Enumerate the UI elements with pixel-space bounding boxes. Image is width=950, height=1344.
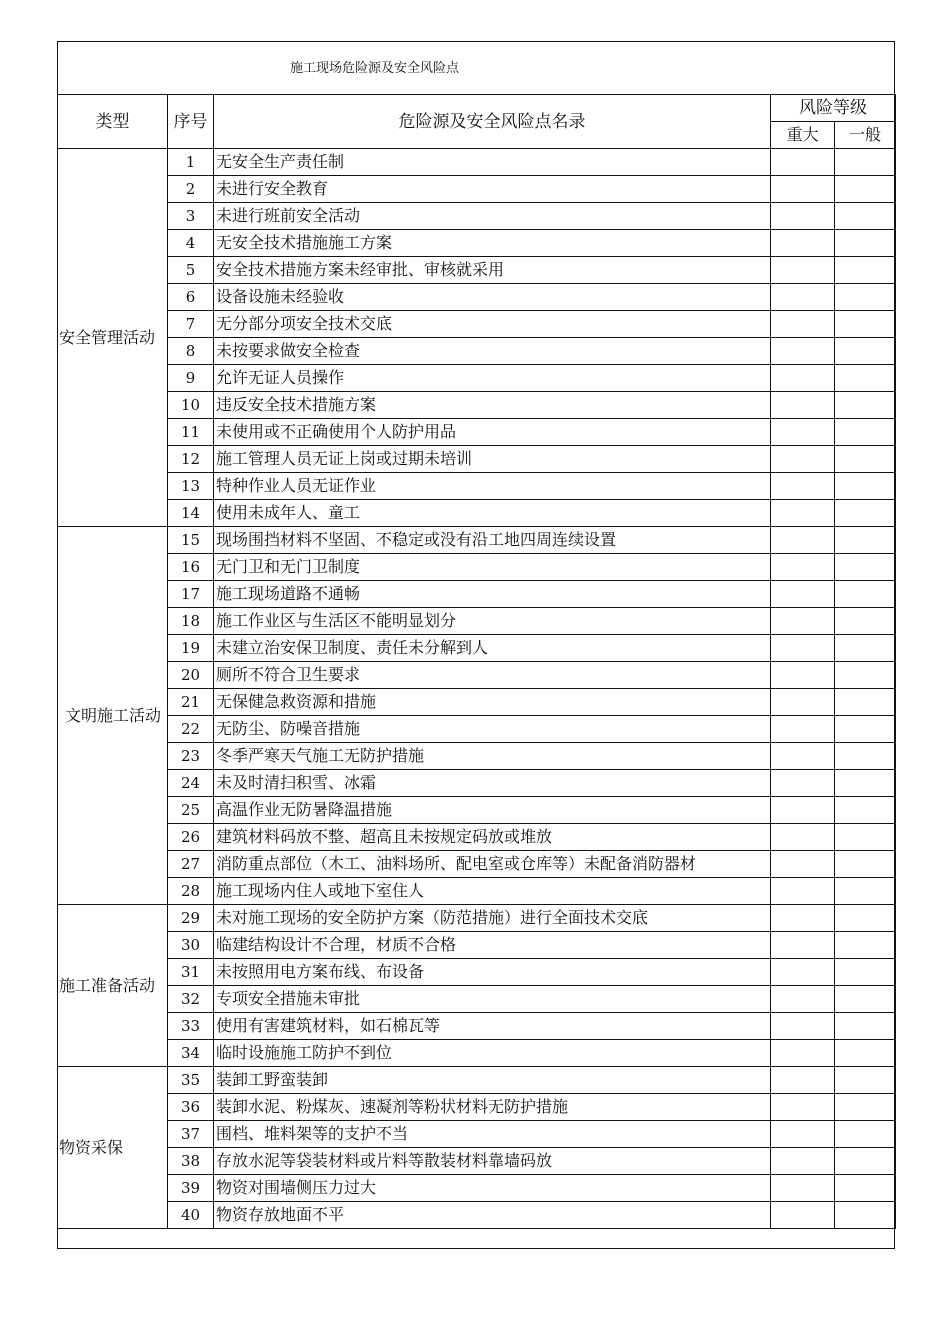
hazard-name-cell: 未建立治安保卫制度、责任未分解到人 xyxy=(214,635,771,662)
seq-cell: 3 xyxy=(168,203,214,230)
seq-cell: 37 xyxy=(168,1121,214,1148)
major-level-cell[interactable] xyxy=(771,770,835,797)
major-level-cell[interactable] xyxy=(771,662,835,689)
table-row xyxy=(58,554,896,581)
table-row xyxy=(58,203,896,230)
table-row xyxy=(58,419,896,446)
table-row xyxy=(58,716,896,743)
general-level-cell[interactable] xyxy=(835,770,896,797)
hazard-name-cell: 无保健急救资源和措施 xyxy=(214,689,771,716)
hazard-name-cell: 装卸水泥、粉煤灰、速凝剂等粉状材料无防护措施 xyxy=(214,1094,771,1121)
seq-cell: 38 xyxy=(168,1148,214,1175)
table-row xyxy=(58,1121,896,1148)
seq-cell: 7 xyxy=(168,311,214,338)
risk-sheet xyxy=(57,41,895,1249)
seq-cell: 6 xyxy=(168,284,214,311)
hazard-name-cell: 冬季严寒天气施工无防护措施 xyxy=(214,743,771,770)
major-level-cell[interactable] xyxy=(771,797,835,824)
table-row xyxy=(58,527,896,554)
general-level-cell[interactable] xyxy=(835,203,896,230)
header-seq: 序号 xyxy=(168,95,214,149)
general-level-cell[interactable] xyxy=(835,230,896,257)
hazard-name-cell: 施工作业区与生活区不能明显划分 xyxy=(214,608,771,635)
hazard-name-cell: 存放水泥等袋装材料或片料等散装材料靠墙码放 xyxy=(214,1148,771,1175)
seq-cell: 17 xyxy=(168,581,214,608)
hazard-name-cell: 未按照用电方案布线、布设备 xyxy=(214,959,771,986)
category-cell: 物资采保 xyxy=(58,1067,168,1229)
seq-cell: 33 xyxy=(168,1013,214,1040)
seq-cell: 30 xyxy=(168,932,214,959)
hazard-name-cell: 违反安全技术措施方案 xyxy=(214,392,771,419)
seq-cell: 11 xyxy=(168,419,214,446)
hazard-name-cell: 专项安全措施未审批 xyxy=(214,986,771,1013)
general-level-cell[interactable] xyxy=(835,878,896,905)
hazard-name-cell: 临时设施施工防护不到位 xyxy=(214,1040,771,1067)
general-level-cell[interactable] xyxy=(835,1094,896,1121)
general-level-cell[interactable] xyxy=(835,500,896,527)
header-major: 重大 xyxy=(771,122,835,149)
table-row xyxy=(58,176,896,203)
major-level-cell[interactable] xyxy=(771,959,835,986)
general-level-cell[interactable] xyxy=(835,176,896,203)
hazard-name-cell: 未对施工现场的安全防护方案（防范措施）进行全面技术交底 xyxy=(214,905,771,932)
hazard-name-cell: 未按要求做安全检查 xyxy=(214,338,771,365)
table-row xyxy=(58,959,896,986)
risk-table xyxy=(57,94,896,1229)
major-level-cell[interactable] xyxy=(771,824,835,851)
table-row xyxy=(58,932,896,959)
seq-cell: 25 xyxy=(168,797,214,824)
hazard-name-cell: 物资对围墙侧压力过大 xyxy=(214,1175,771,1202)
general-level-cell[interactable] xyxy=(835,797,896,824)
major-level-cell[interactable] xyxy=(771,527,835,554)
table-row xyxy=(58,1175,896,1202)
general-level-cell[interactable] xyxy=(835,149,896,176)
general-level-cell[interactable] xyxy=(835,1175,896,1202)
general-level-cell[interactable] xyxy=(835,851,896,878)
general-level-cell[interactable] xyxy=(835,446,896,473)
major-level-cell[interactable] xyxy=(771,608,835,635)
table-row xyxy=(58,797,896,824)
header-row-1 xyxy=(58,95,896,122)
table-row xyxy=(58,689,896,716)
hazard-name-cell: 施工现场内住人或地下室住人 xyxy=(214,878,771,905)
table-row xyxy=(58,1040,896,1067)
hazard-name-cell: 未进行班前安全活动 xyxy=(214,203,771,230)
major-level-cell[interactable] xyxy=(771,311,835,338)
major-level-cell[interactable] xyxy=(771,1202,835,1229)
table-row xyxy=(58,230,896,257)
seq-cell: 29 xyxy=(168,905,214,932)
major-level-cell[interactable] xyxy=(771,1094,835,1121)
seq-cell: 21 xyxy=(168,689,214,716)
seq-cell: 9 xyxy=(168,365,214,392)
seq-cell: 23 xyxy=(168,743,214,770)
table-row xyxy=(58,986,896,1013)
general-level-cell[interactable] xyxy=(835,689,896,716)
major-level-cell[interactable] xyxy=(771,1175,835,1202)
hazard-name-cell: 施工现场道路不通畅 xyxy=(214,581,771,608)
general-level-cell[interactable] xyxy=(835,1121,896,1148)
header-type: 类型 xyxy=(58,95,168,149)
seq-cell: 39 xyxy=(168,1175,214,1202)
general-level-cell[interactable] xyxy=(835,608,896,635)
hazard-name-cell: 无门卫和无门卫制度 xyxy=(214,554,771,581)
seq-cell: 34 xyxy=(168,1040,214,1067)
table-row xyxy=(58,149,896,176)
table-row xyxy=(58,824,896,851)
general-level-cell[interactable] xyxy=(835,932,896,959)
major-level-cell[interactable] xyxy=(771,365,835,392)
major-level-cell[interactable] xyxy=(771,743,835,770)
table-row xyxy=(58,905,896,932)
hazard-name-cell: 厕所不符合卫生要求 xyxy=(214,662,771,689)
general-level-cell[interactable] xyxy=(835,1013,896,1040)
general-level-cell[interactable] xyxy=(835,716,896,743)
general-level-cell[interactable] xyxy=(835,1148,896,1175)
general-level-cell[interactable] xyxy=(835,473,896,500)
general-level-cell[interactable] xyxy=(835,662,896,689)
hazard-name-cell: 无分部分项安全技术交底 xyxy=(214,311,771,338)
general-level-cell[interactable] xyxy=(835,905,896,932)
table-row xyxy=(58,770,896,797)
hazard-name-cell: 设备设施未经验收 xyxy=(214,284,771,311)
table-row xyxy=(58,1067,896,1094)
major-level-cell[interactable] xyxy=(771,257,835,284)
major-level-cell[interactable] xyxy=(771,986,835,1013)
table-row xyxy=(58,1013,896,1040)
general-level-cell[interactable] xyxy=(835,1202,896,1229)
hazard-name-cell: 未进行安全教育 xyxy=(214,176,771,203)
general-level-cell[interactable] xyxy=(835,284,896,311)
hazard-name-cell: 使用未成年人、童工 xyxy=(214,500,771,527)
seq-cell: 8 xyxy=(168,338,214,365)
table-row xyxy=(58,1148,896,1175)
general-level-cell[interactable] xyxy=(835,257,896,284)
major-level-cell[interactable] xyxy=(771,149,835,176)
hazard-name-cell: 未及时清扫积雪、冰霜 xyxy=(214,770,771,797)
hazard-name-cell: 无安全生产责任制 xyxy=(214,149,771,176)
table-row xyxy=(58,338,896,365)
major-level-cell[interactable] xyxy=(771,1040,835,1067)
seq-cell: 18 xyxy=(168,608,214,635)
seq-cell: 32 xyxy=(168,986,214,1013)
general-level-cell[interactable] xyxy=(835,527,896,554)
seq-cell: 4 xyxy=(168,230,214,257)
major-level-cell[interactable] xyxy=(771,581,835,608)
major-level-cell[interactable] xyxy=(771,905,835,932)
general-level-cell[interactable] xyxy=(835,635,896,662)
seq-cell: 10 xyxy=(168,392,214,419)
seq-cell: 12 xyxy=(168,446,214,473)
seq-cell: 35 xyxy=(168,1067,214,1094)
category-cell: 施工准备活动 xyxy=(58,905,168,1067)
seq-cell: 13 xyxy=(168,473,214,500)
major-level-cell[interactable] xyxy=(771,635,835,662)
major-level-cell[interactable] xyxy=(771,1013,835,1040)
general-level-cell[interactable] xyxy=(835,311,896,338)
major-level-cell[interactable] xyxy=(771,230,835,257)
table-row xyxy=(58,1202,896,1229)
document-title: 施工现场危险源及安全风险点 xyxy=(290,61,460,76)
major-level-cell[interactable] xyxy=(771,851,835,878)
seq-cell: 40 xyxy=(168,1202,214,1229)
general-level-cell[interactable] xyxy=(835,743,896,770)
general-level-cell[interactable] xyxy=(835,581,896,608)
seq-cell: 1 xyxy=(168,149,214,176)
major-level-cell[interactable] xyxy=(771,500,835,527)
major-level-cell[interactable] xyxy=(771,1067,835,1094)
table-row xyxy=(58,284,896,311)
seq-cell: 5 xyxy=(168,257,214,284)
major-level-cell[interactable] xyxy=(771,473,835,500)
header-risk-level: 风险等级 xyxy=(771,95,896,122)
hazard-name-cell: 装卸工野蛮装卸 xyxy=(214,1067,771,1094)
category-cell: 安全管理活动 xyxy=(58,149,168,527)
table-row xyxy=(58,662,896,689)
major-level-cell[interactable] xyxy=(771,689,835,716)
table-row xyxy=(58,446,896,473)
table-row xyxy=(58,365,896,392)
major-level-cell[interactable] xyxy=(771,419,835,446)
seq-cell: 22 xyxy=(168,716,214,743)
hazard-name-cell: 围档、堆料架等的支护不当 xyxy=(214,1121,771,1148)
major-level-cell[interactable] xyxy=(771,716,835,743)
title-row xyxy=(58,42,894,95)
header-general: 一般 xyxy=(835,122,896,149)
major-level-cell[interactable] xyxy=(771,176,835,203)
general-level-cell[interactable] xyxy=(835,554,896,581)
table-row xyxy=(58,851,896,878)
table-row xyxy=(58,608,896,635)
hazard-name-cell: 允许无证人员操作 xyxy=(214,365,771,392)
hazard-name-cell: 现场围挡材料不坚固、不稳定或没有沿工地四周连续设置 xyxy=(214,527,771,554)
general-level-cell[interactable] xyxy=(835,419,896,446)
general-level-cell[interactable] xyxy=(835,824,896,851)
hazard-name-cell: 物资存放地面不平 xyxy=(214,1202,771,1229)
seq-cell: 20 xyxy=(168,662,214,689)
hazard-name-cell: 特种作业人员无证作业 xyxy=(214,473,771,500)
major-level-cell[interactable] xyxy=(771,392,835,419)
header-name: 危险源及安全风险点名录 xyxy=(214,95,771,149)
seq-cell: 19 xyxy=(168,635,214,662)
seq-cell: 16 xyxy=(168,554,214,581)
major-level-cell[interactable] xyxy=(771,338,835,365)
major-level-cell[interactable] xyxy=(771,203,835,230)
hazard-name-cell: 未使用或不正确使用个人防护用品 xyxy=(214,419,771,446)
table-row xyxy=(58,311,896,338)
general-level-cell[interactable] xyxy=(835,959,896,986)
seq-cell: 28 xyxy=(168,878,214,905)
major-level-cell[interactable] xyxy=(771,446,835,473)
major-level-cell[interactable] xyxy=(771,878,835,905)
hazard-name-cell: 消防重点部位（木工、油料场所、配电室或仓库等）未配备消防器材 xyxy=(214,851,771,878)
general-level-cell[interactable] xyxy=(835,338,896,365)
major-level-cell[interactable] xyxy=(771,932,835,959)
hazard-name-cell: 安全技术措施方案未经审批、审核就采用 xyxy=(214,257,771,284)
seq-cell: 31 xyxy=(168,959,214,986)
general-level-cell[interactable] xyxy=(835,986,896,1013)
table-row xyxy=(58,1094,896,1121)
major-level-cell[interactable] xyxy=(771,554,835,581)
seq-cell: 26 xyxy=(168,824,214,851)
category-cell: 文明施工活动 xyxy=(58,527,168,905)
hazard-name-cell: 无防尘、防噪音措施 xyxy=(214,716,771,743)
hazard-name-cell: 高温作业无防暑降温措施 xyxy=(214,797,771,824)
general-level-cell[interactable] xyxy=(835,1040,896,1067)
major-level-cell[interactable] xyxy=(771,284,835,311)
seq-cell: 14 xyxy=(168,500,214,527)
table-row xyxy=(58,473,896,500)
seq-cell: 2 xyxy=(168,176,214,203)
table-row xyxy=(58,500,896,527)
general-level-cell[interactable] xyxy=(835,365,896,392)
general-level-cell[interactable] xyxy=(835,1067,896,1094)
hazard-name-cell: 施工管理人员无证上岗或过期未培训 xyxy=(214,446,771,473)
hazard-name-cell: 使用有害建筑材料，如石棉瓦等 xyxy=(214,1013,771,1040)
seq-cell: 27 xyxy=(168,851,214,878)
major-level-cell[interactable] xyxy=(771,1148,835,1175)
major-level-cell[interactable] xyxy=(771,1121,835,1148)
seq-cell: 24 xyxy=(168,770,214,797)
hazard-name-cell: 建筑材料码放不整、超高且未按规定码放或堆放 xyxy=(214,824,771,851)
hazard-name-cell: 临建结构设计不合理，材质不合格 xyxy=(214,932,771,959)
seq-cell: 36 xyxy=(168,1094,214,1121)
table-row xyxy=(58,878,896,905)
hazard-name-cell: 无安全技术措施施工方案 xyxy=(214,230,771,257)
table-row xyxy=(58,392,896,419)
table-row xyxy=(58,743,896,770)
table-row xyxy=(58,635,896,662)
seq-cell: 15 xyxy=(168,527,214,554)
table-row xyxy=(58,581,896,608)
table-row xyxy=(58,257,896,284)
general-level-cell[interactable] xyxy=(835,392,896,419)
